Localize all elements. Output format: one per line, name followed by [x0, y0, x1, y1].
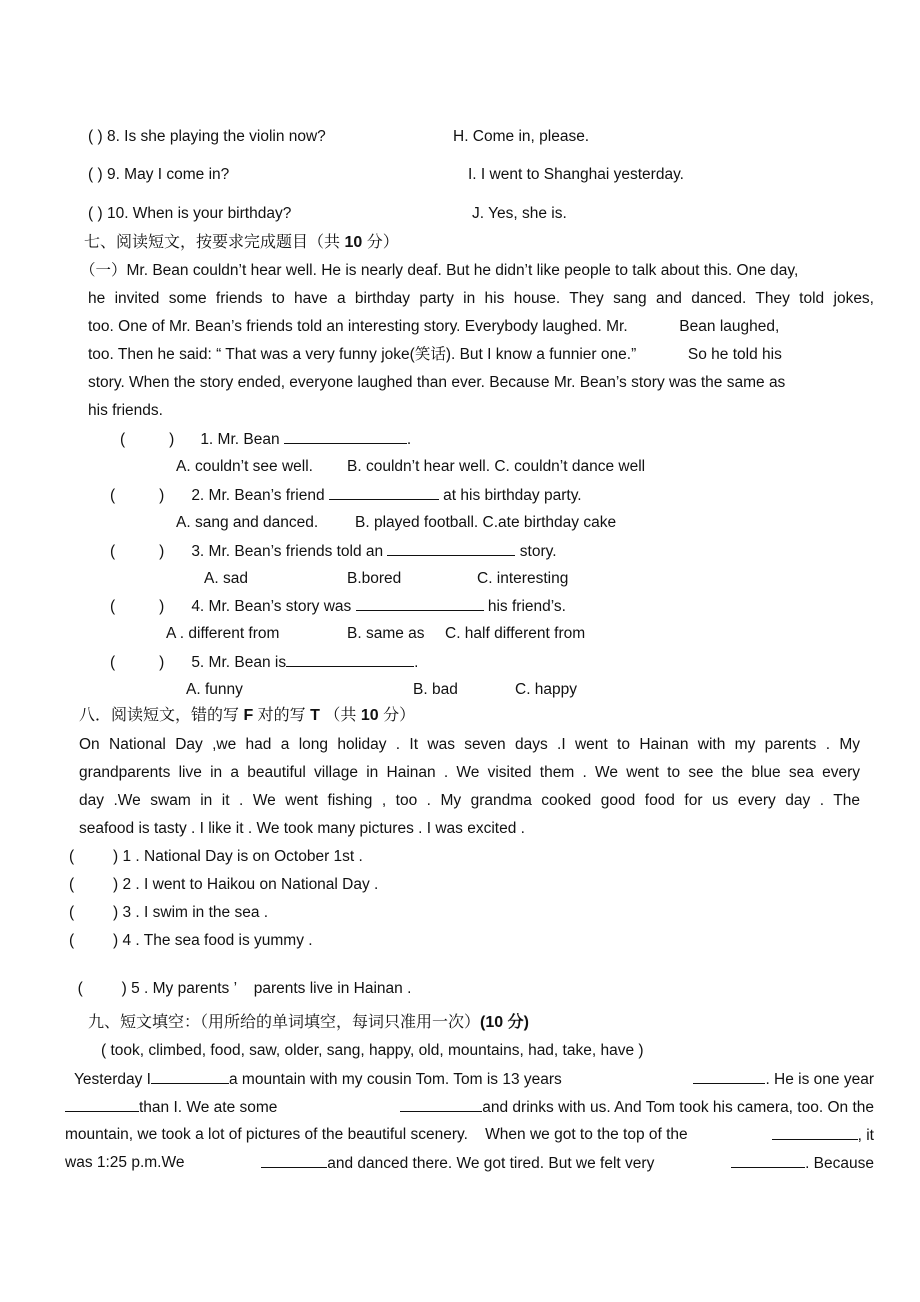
section8-passage-line-2: grandparents live in a beautiful village in Hainan . We visited them . We went to see the blue sea every [79, 764, 860, 781]
question-text: 10. When is your birthday? [106, 205, 292, 222]
answer-paren[interactable]: ( ) [110, 487, 165, 504]
section7-q2-option-a: A. sang and danced. [176, 514, 319, 531]
section7-q3-option-c: C. interesting [477, 570, 569, 587]
section7-question-5: ( ) 5. Mr. Bean is . [110, 654, 419, 671]
section8-passage-line-1: On National Day ,we had a long holiday . It was seven days .I went to Hainan with my parents . My [79, 736, 860, 753]
answer-blank[interactable] [356, 596, 484, 611]
section8-statement-3: ( ) 3 . I swim in the sea . [69, 904, 269, 921]
section9-word-bank: ( took, climbed, food, saw, older, sang, happy, old, mountains, had, take, have ) [101, 1042, 644, 1059]
answer-blank[interactable] [286, 652, 414, 667]
section7-q5-option-c: C. happy [515, 681, 578, 698]
section7-question-3: ( ) 3. Mr. Bean’s friends told an story. [110, 543, 557, 560]
section7-q5-option-b: B. bad [413, 681, 458, 698]
answer-paren[interactable]: ( ) [88, 205, 103, 222]
answer-blank[interactable] [731, 1153, 805, 1168]
section7-q1-option-a: A. couldn’t see well. [176, 458, 313, 475]
answer-paren[interactable]: ( [77, 980, 83, 997]
answer-blank[interactable] [772, 1125, 858, 1140]
section9-line-1: Yesterday I a mountain with my cousin Tom. Tom is 13 years . He is one year [74, 1071, 874, 1088]
section8-title: 八．阅读短文，错的写 F 对的写 T （共 10 分） [79, 707, 416, 724]
section7-q4-option-b: B. same as [347, 625, 425, 642]
section8-statement-5: ( ) 5 . My parents ’ parents live in Hainan . [77, 980, 412, 997]
section8-statement-1: ( ) 1 . National Day is on October 1st . [69, 848, 363, 865]
matching-answer-j: J. Yes, she is. [472, 205, 567, 222]
section9-title: 九、短文填空：（用所给的单词填空，每词只准用一次）(10 分) [88, 1014, 529, 1031]
answer-paren[interactable]: ( ) [110, 598, 165, 615]
section7-q3-option-b: B.bored [347, 570, 402, 587]
section7-passage-line-2: he invited some friends to have a birthday party in his house. They sang and danced. They told jokes, [88, 290, 874, 307]
answer-blank[interactable] [693, 1069, 765, 1084]
matching-row-10 [88, 204, 291, 224]
answer-paren[interactable]: ( ) [88, 166, 103, 183]
section9-line-4: was 1:25 p.m.We and danced there. We got tired. But we felt very . Because [65, 1154, 874, 1172]
answer-blank[interactable] [261, 1153, 327, 1168]
section7-passage-line-1: （一）Mr. Bean couldn’t hear well. He is nearly deaf. But he didn’t like people to talk about this. One day, [80, 262, 799, 279]
answer-blank[interactable] [400, 1097, 482, 1112]
answer-blank[interactable] [151, 1069, 229, 1084]
section7-question-4: ( ) 4. Mr. Bean’s story was his friend’s. [110, 598, 566, 615]
question-text: 8. Is she playing the violin now? [106, 128, 326, 145]
section8-statement-4: ( ) 4 . The sea food is yummy . [69, 932, 313, 949]
answer-blank[interactable] [284, 429, 407, 444]
section7-question-1: ( ) 1. Mr. Bean . [120, 431, 412, 448]
section8-statement-2: ( ) 2 . I went to Haikou on National Day . [69, 876, 379, 893]
matching-answer-h: H. Come in, please. [453, 128, 590, 145]
section7-q5-option-a: A. funny [186, 681, 243, 698]
matching-row-8 [88, 127, 326, 147]
section7-question-2: ( ) 2. Mr. Bean’s friend at his birthday party. [110, 487, 582, 504]
section7-q4-option-a: A . different from [166, 625, 280, 642]
answer-paren[interactable]: ( ) [88, 128, 103, 145]
answer-paren[interactable]: ( [69, 848, 75, 865]
section7-q2-option-bc: B. played football. C.ate birthday cake [355, 514, 617, 531]
section7-passage-line-5: story. When the story ended, everyone laughed than ever. Because Mr. Bean’s story was the same as [88, 374, 786, 391]
answer-paren[interactable]: ( [69, 904, 75, 921]
section9-line-2: than I. We ate some and drinks with us. And Tom took his camera, too. On the [65, 1097, 874, 1118]
section7-title: 七、阅读短文，按要求完成题目（共 10 分） [84, 234, 399, 251]
answer-paren[interactable]: ( ) [120, 431, 175, 448]
answer-blank[interactable] [329, 485, 439, 500]
section7-q3-option-a: A. sad [204, 570, 248, 587]
answer-paren[interactable]: ( ) [110, 543, 165, 560]
section8-passage-line-3: day .We swam in it . We went fishing , too . My grandma cooked good food for us every day . The [79, 792, 860, 809]
answer-blank[interactable] [387, 541, 515, 556]
question-text: 9. May I come in? [106, 166, 230, 183]
section7-q1-option-bc: B. couldn’t hear well. C. couldn’t dance well [347, 458, 646, 475]
matching-answer-i: I. I went to Shanghai yesterday. [468, 166, 684, 183]
answer-blank[interactable] [65, 1097, 139, 1112]
section7-passage-line-3: too. One of Mr. Bean’s friends told an interesting story. Everybody laughed. Mr. Bean laughed, [88, 318, 780, 335]
section7-q4-option-c: C. half different from [445, 625, 586, 642]
answer-paren[interactable]: ( ) [110, 654, 165, 671]
section9-line-3: mountain, we took a lot of pictures of the beautiful scenery. When we got to the top of the , it [65, 1126, 874, 1144]
answer-paren[interactable]: ( [69, 876, 75, 893]
section7-passage-line-4: too. Then he said: “ That was a very funny joke(笑话). But I know a funnier one.” So he told his [88, 346, 782, 363]
section7-passage-line-6: his friends. [88, 402, 163, 419]
answer-paren[interactable]: ( [69, 932, 75, 949]
section8-passage-line-4: seafood is tasty . I like it . We took many pictures . I was excited . [79, 820, 525, 837]
matching-row-9 [88, 165, 229, 185]
